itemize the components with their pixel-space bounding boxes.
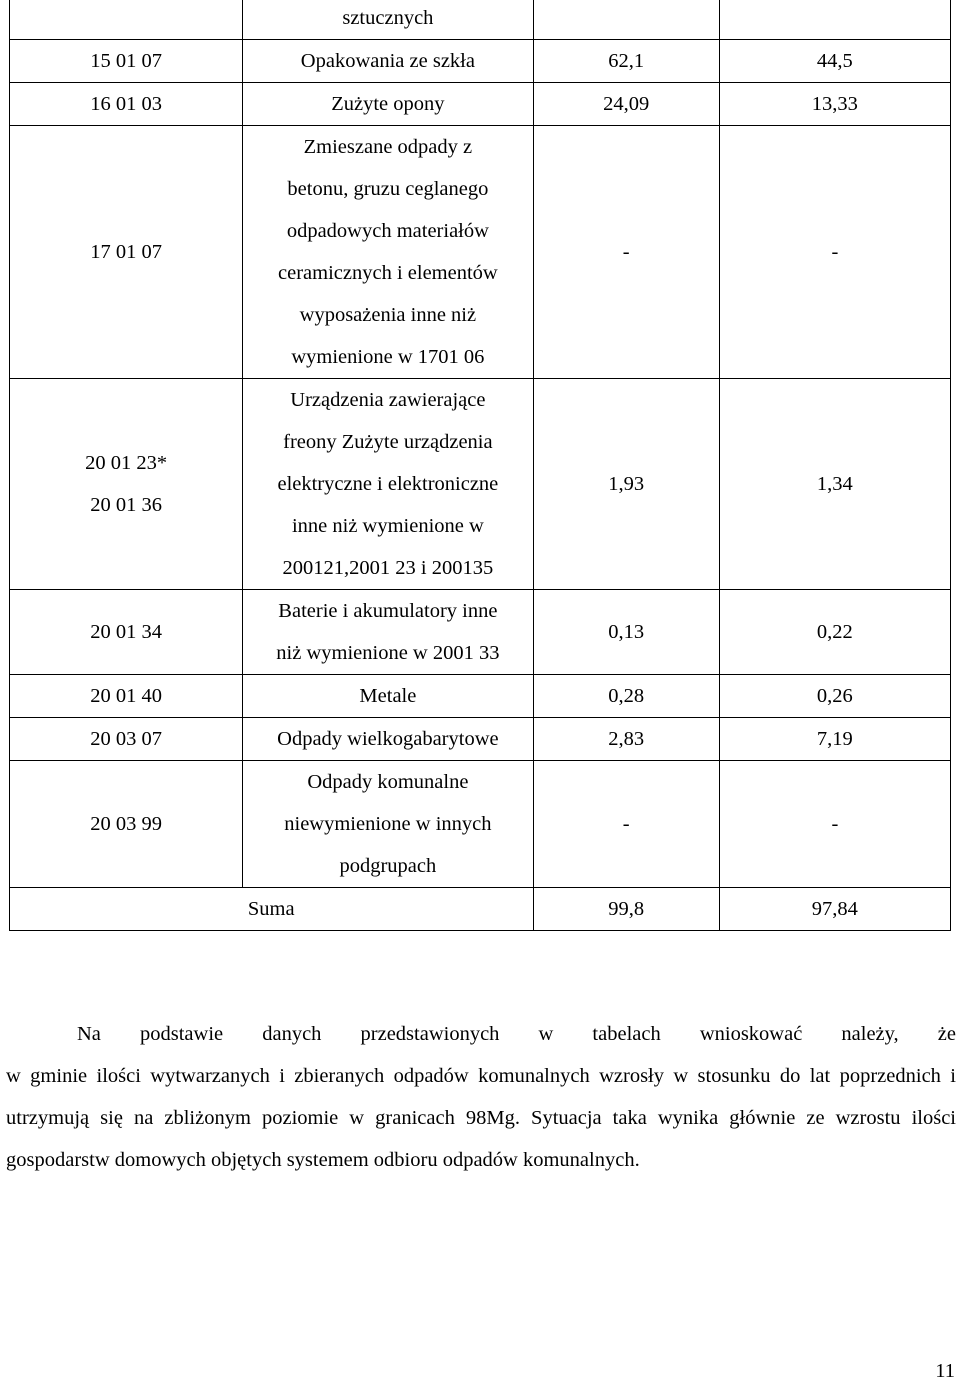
sum-value-col3: 99,8 — [533, 888, 719, 931]
waste-name-cell-line: niewymienione w innych — [284, 813, 492, 835]
waste-code-cell — [10, 675, 243, 718]
value-cell-col3: - — [533, 761, 719, 888]
waste-code-cell-line: 20 01 36 — [90, 494, 162, 516]
waste-code-cell-line: 20 01 40 — [90, 685, 162, 707]
value-cell-col4: 44,5 — [719, 40, 950, 83]
value-cell-col3: 2,83 — [533, 718, 719, 761]
table-row — [10, 126, 951, 379]
value-cell-col4: 0,22 — [719, 590, 950, 675]
waste-name-cell — [243, 40, 533, 83]
waste-name-cell-line: wymienione w 1701 06 — [291, 346, 485, 368]
waste-name-cell-line: podgrupach — [339, 855, 437, 877]
waste-name-cell-line: Urządzenia zawierające — [290, 389, 486, 411]
waste-name-cell-line: Zużyte opony — [331, 93, 445, 115]
waste-name-cell — [243, 83, 533, 126]
waste-name-cell-line: betonu, gruzu ceglanego — [287, 178, 489, 200]
value-cell-col4: 0,26 — [719, 675, 950, 718]
paragraph-rest: w gminie ilości wytwarzanych i zbieranych odpadów komunalnych wzrosły w stosunku do lat poprzednich i utrzymują się na zbliżonym poziomie w granicach 98Mg. Sytuacja taka wynika głównie ze wzrostu ilości gospodarstw domowych objętych systemem odbioru odpadów komunalnych. — [6, 1065, 956, 1171]
table-row — [10, 379, 951, 590]
waste-name-cell-line: Baterie i akumulatory inne — [278, 600, 498, 622]
table-row — [10, 590, 951, 675]
value-cell-col4: - — [719, 761, 950, 888]
waste-name-cell-line: inne niż wymienione w — [291, 515, 484, 537]
waste-code-cell-line: 20 03 07 — [90, 728, 162, 750]
value-cell-col4: 13,33 — [719, 83, 950, 126]
waste-name-cell — [243, 761, 533, 888]
table-row — [10, 40, 951, 83]
waste-code-cell — [10, 0, 243, 40]
waste-name-cell — [243, 0, 533, 40]
table-row — [10, 83, 951, 126]
waste-table-body — [10, 0, 951, 931]
waste-name-cell-line: Metale — [359, 685, 417, 707]
waste-code-cell — [10, 40, 243, 83]
table-row — [10, 675, 951, 718]
waste-name-cell — [243, 590, 533, 675]
value-cell-col3: 62,1 — [533, 40, 719, 83]
value-cell-col4 — [719, 0, 950, 40]
value-cell-col3: 24,09 — [533, 83, 719, 126]
value-cell-col3 — [533, 0, 719, 40]
waste-name-cell — [243, 379, 533, 590]
waste-code-cell — [10, 761, 243, 888]
table-row — [10, 761, 951, 888]
waste-name-cell-line: Odpady komunalne — [307, 771, 469, 793]
waste-name-cell-line: niż wymienione w 2001 33 — [276, 642, 500, 664]
waste-table — [9, 0, 951, 931]
waste-name-cell — [243, 675, 533, 718]
page-number: 11 — [935, 1360, 955, 1382]
waste-name-cell-line: freony Zużyte urządzenia — [283, 431, 493, 453]
summary-paragraph — [6, 1013, 956, 1181]
waste-code-cell-line: 16 01 03 — [90, 93, 162, 115]
value-cell-col4: 1,34 — [719, 379, 950, 590]
waste-name-cell-line: Opakowania ze szkła — [300, 50, 475, 72]
value-cell-col4: 7,19 — [719, 718, 950, 761]
table-row — [10, 718, 951, 761]
waste-name-cell-line: wyposażenia inne niż — [299, 304, 477, 326]
waste-code-cell — [10, 718, 243, 761]
table-row — [10, 0, 951, 40]
paragraph-first-line: Na podstawie danych przedstawionych w tabelach wnioskować należy, że — [77, 1023, 956, 1045]
sum-label: Suma — [10, 888, 534, 931]
waste-name-cell-line: ceramicznych i elementów — [278, 262, 498, 284]
waste-name-cell — [243, 126, 533, 379]
waste-name-cell-line: Zmieszane odpady z — [303, 136, 473, 158]
value-cell-col3: 0,28 — [533, 675, 719, 718]
waste-name-cell-line: 200121,2001 23 i 200135 — [282, 557, 494, 579]
sum-value-col4: 97,84 — [719, 888, 950, 931]
waste-code-cell — [10, 590, 243, 675]
waste-name-cell-line: odpadowych materiałów — [286, 220, 489, 242]
value-cell-col4: - — [719, 126, 950, 379]
waste-name-cell-line: Odpady wielkogabarytowe — [277, 728, 499, 750]
value-cell-col3: - — [533, 126, 719, 379]
value-cell-col3: 1,93 — [533, 379, 719, 590]
waste-code-cell-line: 20 03 99 — [90, 813, 162, 835]
waste-code-cell-line: 20 01 23* — [85, 452, 168, 474]
waste-name-cell-line: sztucznych — [342, 7, 434, 29]
sum-row — [10, 888, 951, 931]
waste-code-cell-line: 20 01 34 — [90, 621, 162, 643]
waste-code-cell — [10, 126, 243, 379]
waste-name-cell — [243, 718, 533, 761]
waste-code-cell-line: 17 01 07 — [90, 241, 162, 263]
value-cell-col3: 0,13 — [533, 590, 719, 675]
waste-code-cell — [10, 83, 243, 126]
waste-code-cell-line: 15 01 07 — [90, 50, 162, 72]
waste-code-cell — [10, 379, 243, 590]
waste-name-cell-line: elektryczne i elektroniczne — [277, 473, 499, 495]
